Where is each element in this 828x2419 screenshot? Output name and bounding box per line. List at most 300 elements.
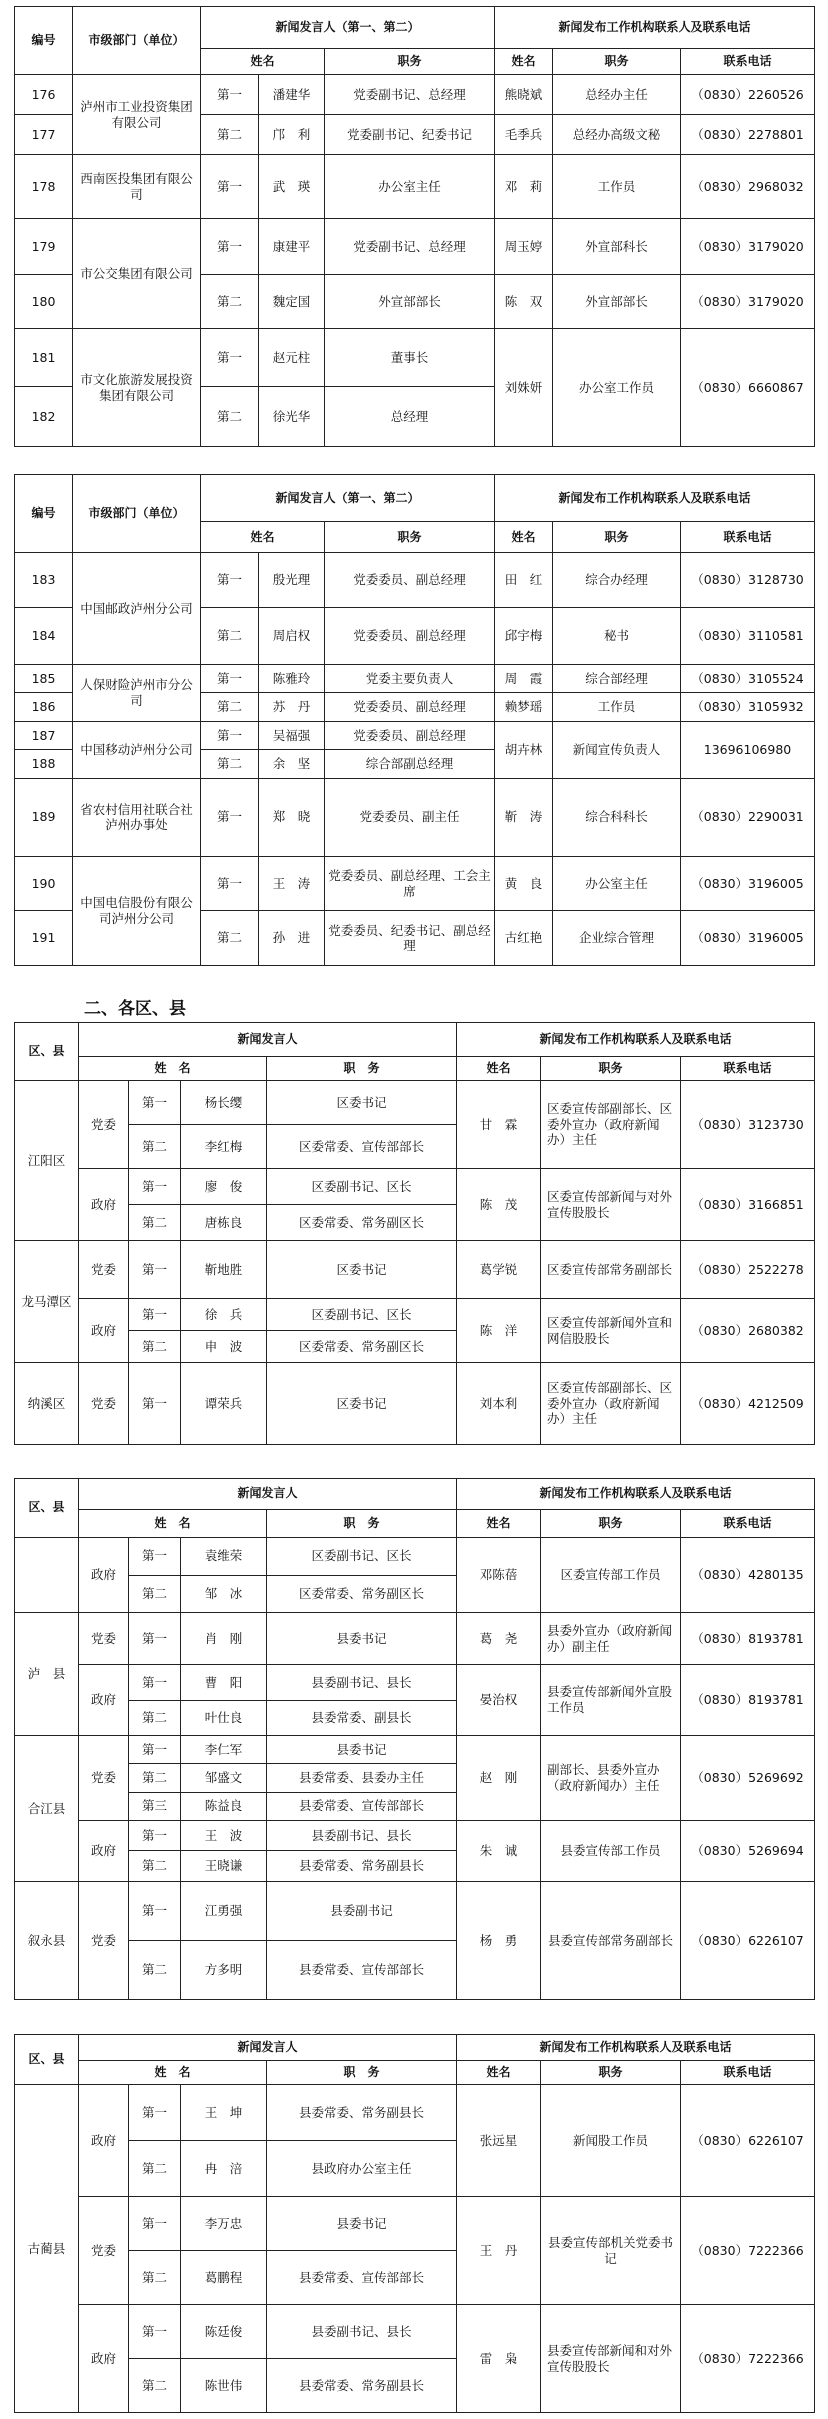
org-cell: 政府 (79, 2085, 129, 2197)
tel-cell: （0830）8193781 (681, 1665, 815, 1736)
order-cell: 第一 (129, 1241, 181, 1299)
table-row (15, 1882, 815, 1941)
post-cell: 县委书记 (267, 1735, 457, 1763)
tel-cell: （0830）7222366 (681, 2305, 815, 2413)
area-cell (15, 1537, 79, 1612)
name-cell: 方多明 (181, 1940, 267, 1999)
order-cell: 第二 (129, 2141, 181, 2197)
contact-name-cell: 邱宇梅 (495, 607, 553, 664)
table-districts-3 (14, 2034, 814, 2412)
table-row (15, 1299, 815, 1331)
table-districts-2 (14, 1478, 814, 2000)
name-cell: 康建平 (259, 219, 325, 275)
contact-post-cell: 秘书 (553, 607, 681, 664)
order-cell: 第一 (129, 1081, 181, 1125)
order-cell: 第二 (201, 607, 259, 664)
table-city-units-2 (14, 474, 814, 966)
post-cell: 县委副书记 (267, 1882, 457, 1941)
tel-cell: （0830）3196005 (681, 911, 815, 966)
header-spokesperson: 新闻发言人 (79, 1023, 457, 1057)
tel-cell: （0830）3179020 (681, 275, 815, 329)
row-no: 177 (15, 115, 73, 155)
header-contact-post: 职务 (541, 2061, 681, 2085)
header-dept: 市级部门（单位） (73, 475, 201, 553)
tel-cell: （0830）6226107 (681, 1882, 815, 2000)
post-cell: 总经理 (325, 387, 495, 447)
name-cell: 武 瑛 (259, 155, 325, 219)
post-cell: 区委书记 (267, 1081, 457, 1125)
header-contact-post: 职务 (553, 522, 681, 553)
dept-cell: 省农村信用社联合社泸州办事处 (73, 778, 201, 856)
tel-cell: （0830）6660867 (681, 329, 815, 447)
tel-cell: （0830）6226107 (681, 2085, 815, 2197)
row-no: 188 (15, 750, 73, 778)
contact-post-cell: 办公室主任 (553, 856, 681, 911)
order-cell: 第二 (129, 1764, 181, 1792)
header-tel: 联系电话 (681, 49, 815, 75)
header-spokesperson: 新闻发言人（第一、第二） (201, 475, 495, 522)
post-cell: 区委常委、宣传部部长 (267, 1125, 457, 1169)
org-cell: 党委 (79, 2197, 129, 2305)
contact-name-cell: 陈 茂 (457, 1169, 541, 1241)
contact-post-cell: 区委宣传部常务副部长 (541, 1241, 681, 1299)
order-cell: 第一 (201, 155, 259, 219)
name-cell: 徐光华 (259, 387, 325, 447)
name-cell: 申 波 (181, 1331, 267, 1363)
area-cell: 叙永县 (15, 1882, 79, 2000)
header-no: 编号 (15, 7, 73, 75)
header-tel: 联系电话 (681, 1509, 815, 1537)
tel-cell: （0830）2968032 (681, 155, 815, 219)
name-cell: 冉 涪 (181, 2141, 267, 2197)
org-cell: 党委 (79, 1882, 129, 2000)
order-cell: 第一 (129, 2305, 181, 2359)
order-cell: 第二 (129, 1575, 181, 1613)
header-area: 区、县 (15, 1479, 79, 1538)
row-no: 184 (15, 607, 73, 664)
header-contact-post: 职务 (541, 1509, 681, 1537)
row-no: 178 (15, 155, 73, 219)
name-cell: 吴福强 (259, 721, 325, 749)
post-cell: 县委副书记、县长 (267, 1820, 457, 1851)
contact-post-cell: 县委宣传部新闻外宣股工作员 (541, 1665, 681, 1736)
contact-name-cell: 熊晓斌 (495, 75, 553, 115)
order-cell: 第一 (129, 1820, 181, 1851)
order-cell: 第二 (201, 750, 259, 778)
order-cell: 第一 (201, 219, 259, 275)
org-cell: 政府 (79, 1665, 129, 1736)
header-name: 姓名 (201, 49, 325, 75)
row-no: 185 (15, 664, 73, 692)
name-cell: 葛鹏程 (181, 2251, 267, 2305)
name-cell: 廖 俊 (181, 1169, 267, 1205)
contact-name-cell: 刘姝妍 (495, 329, 553, 447)
order-cell: 第一 (201, 664, 259, 692)
header-dept: 市级部门（单位） (73, 7, 201, 75)
post-cell: 区委副书记、区长 (267, 1169, 457, 1205)
name-cell: 曹 阳 (181, 1665, 267, 1700)
header-contact-post: 职务 (541, 1057, 681, 1081)
org-cell: 政府 (79, 1169, 129, 1241)
post-cell: 区委副书记、区长 (267, 1299, 457, 1331)
contact-post-cell: 区委宣传部副部长、区委外宣办（政府新闻办）主任 (541, 1363, 681, 1445)
header-contact-post: 职务 (553, 49, 681, 75)
header-tel: 联系电话 (681, 1057, 815, 1081)
header-tel: 联系电话 (681, 2061, 815, 2085)
order-cell: 第三 (129, 1792, 181, 1820)
org-cell: 政府 (79, 1537, 129, 1612)
contact-name-cell: 古红艳 (495, 911, 553, 966)
order-cell: 第一 (201, 721, 259, 749)
contact-name-cell: 王 丹 (457, 2197, 541, 2305)
contact-name-cell: 赖梦瑶 (495, 693, 553, 721)
header-contact: 新闻发布工作机构联系人及联系电话 (495, 475, 815, 522)
order-cell: 第二 (201, 115, 259, 155)
order-cell: 第一 (201, 778, 259, 856)
name-cell: 李万忠 (181, 2197, 267, 2251)
row-no: 191 (15, 911, 73, 966)
order-cell: 第二 (129, 1205, 181, 1241)
contact-post-cell: 综合科科长 (553, 778, 681, 856)
row-no: 181 (15, 329, 73, 387)
contact-name-cell: 葛 尧 (457, 1613, 541, 1665)
contact-name-cell: 靳 涛 (495, 778, 553, 856)
contact-post-cell: 新闻宣传负责人 (553, 721, 681, 778)
org-cell: 党委 (79, 1363, 129, 1445)
area-cell: 纳溪区 (15, 1363, 79, 1445)
org-cell: 政府 (79, 1820, 129, 1881)
header-area: 区、县 (15, 1023, 79, 1081)
contact-post-cell: 综合办经理 (553, 553, 681, 608)
table-row (15, 1081, 815, 1125)
name-cell: 杨长缨 (181, 1081, 267, 1125)
header-name: 姓名 (201, 522, 325, 553)
table-row (15, 856, 815, 911)
post-cell: 党委副书记、纪委书记 (325, 115, 495, 155)
order-cell: 第一 (201, 553, 259, 608)
contact-name-cell: 田 红 (495, 553, 553, 608)
contact-name-cell: 雷 枭 (457, 2305, 541, 2413)
contact-post-cell: 区委宣传部新闻外宣和网信股股长 (541, 1299, 681, 1363)
contact-post-cell: 新闻股工作员 (541, 2085, 681, 2197)
header-area: 区、县 (15, 2035, 79, 2085)
header-tel: 联系电话 (681, 522, 815, 553)
tel-cell: （0830）5269694 (681, 1820, 815, 1881)
name-cell: 叶仕良 (181, 1700, 267, 1735)
contact-name-cell: 毛季兵 (495, 115, 553, 155)
post-cell: 县委常委、宣传部部长 (267, 1792, 457, 1820)
name-cell: 江勇强 (181, 1882, 267, 1941)
row-no: 182 (15, 387, 73, 447)
post-cell: 综合部副总经理 (325, 750, 495, 778)
post-cell: 区委书记 (267, 1241, 457, 1299)
post-cell: 党委委员、纪委书记、副总经理 (325, 911, 495, 966)
org-cell: 党委 (79, 1735, 129, 1820)
order-cell: 第一 (129, 1613, 181, 1665)
contact-post-cell: 办公室工作员 (553, 329, 681, 447)
contact-post-cell: 工作员 (553, 693, 681, 721)
order-cell: 第二 (129, 1125, 181, 1169)
name-cell: 周启权 (259, 607, 325, 664)
contact-post-cell: 县委宣传部工作员 (541, 1820, 681, 1881)
header-post: 职 务 (267, 1509, 457, 1537)
tel-cell: （0830）3179020 (681, 219, 815, 275)
name-cell: 赵元柱 (259, 329, 325, 387)
order-cell: 第二 (129, 1700, 181, 1735)
dept-cell: 中国移动泸州分公司 (73, 721, 201, 778)
post-cell: 董事长 (325, 329, 495, 387)
order-cell: 第二 (129, 1851, 181, 1882)
contact-post-cell: 外宣部部长 (553, 275, 681, 329)
table-row (15, 1241, 815, 1299)
name-cell: 苏 丹 (259, 693, 325, 721)
post-cell: 县委副书记、县长 (267, 2305, 457, 2359)
contact-name-cell: 黄 良 (495, 856, 553, 911)
order-cell: 第一 (129, 1169, 181, 1205)
order-cell: 第一 (129, 1537, 181, 1575)
order-cell: 第一 (129, 1363, 181, 1445)
post-cell: 区委副书记、区长 (267, 1537, 457, 1575)
dept-cell: 中国邮政泸州分公司 (73, 553, 201, 664)
table-city-units-1 (14, 6, 814, 446)
tel-cell: （0830）3105524 (681, 664, 815, 692)
header-post: 职务 (325, 49, 495, 75)
table-row (15, 664, 815, 692)
post-cell: 党委委员、副主任 (325, 778, 495, 856)
row-no: 187 (15, 721, 73, 749)
name-cell: 陈雅玲 (259, 664, 325, 692)
contact-name-cell: 葛学锐 (457, 1241, 541, 1299)
header-name: 姓 名 (79, 1509, 267, 1537)
tel-cell: （0830）7222366 (681, 2197, 815, 2305)
post-cell: 县委常委、宣传部部长 (267, 2251, 457, 2305)
org-cell: 政府 (79, 1299, 129, 1363)
table-row (15, 778, 815, 856)
tel-cell: （0830）3110581 (681, 607, 815, 664)
header-contact-name: 姓名 (457, 1057, 541, 1081)
section-title: 二、各区、县 (84, 999, 186, 1019)
table-row (15, 2305, 815, 2359)
contact-post-cell: 总经办高级文秘 (553, 115, 681, 155)
name-cell: 郑 晓 (259, 778, 325, 856)
contact-post-cell: 副部长、县委外宣办（政府新闻办）主任 (541, 1735, 681, 1820)
header-contact: 新闻发布工作机构联系人及联系电话 (457, 1479, 815, 1510)
header-contact: 新闻发布工作机构联系人及联系电话 (495, 7, 815, 49)
name-cell: 肖 刚 (181, 1613, 267, 1665)
name-cell: 袁维荣 (181, 1537, 267, 1575)
area-cell: 泸 县 (15, 1613, 79, 1736)
tel-cell: （0830）4280135 (681, 1537, 815, 1612)
table-row (15, 2197, 815, 2251)
name-cell: 殷光理 (259, 553, 325, 608)
header-contact: 新闻发布工作机构联系人及联系电话 (457, 2035, 815, 2061)
row-no: 186 (15, 693, 73, 721)
org-cell: 党委 (79, 1081, 129, 1169)
contact-name-cell: 朱 诚 (457, 1820, 541, 1881)
area-cell: 古蔺县 (15, 2085, 79, 2413)
post-cell: 县委常委、常务副县长 (267, 2359, 457, 2413)
name-cell: 魏定国 (259, 275, 325, 329)
contact-post-cell: 县委宣传部常务副部长 (541, 1882, 681, 2000)
post-cell: 区委书记 (267, 1363, 457, 1445)
header-contact: 新闻发布工作机构联系人及联系电话 (457, 1023, 815, 1057)
table-row (15, 329, 815, 387)
row-no: 180 (15, 275, 73, 329)
post-cell: 办公室主任 (325, 155, 495, 219)
contact-name-cell: 杨 勇 (457, 1882, 541, 2000)
table-row (15, 1169, 815, 1205)
order-cell: 第二 (201, 387, 259, 447)
tel-cell: （0830）2522278 (681, 1241, 815, 1299)
contact-name-cell: 周 霞 (495, 664, 553, 692)
dept-cell: 泸州市工业投资集团有限公司 (73, 75, 201, 155)
name-cell: 靳地胜 (181, 1241, 267, 1299)
post-cell: 县委副书记、县长 (267, 1665, 457, 1700)
tel-cell: （0830）3128730 (681, 553, 815, 608)
name-cell: 邹盛文 (181, 1764, 267, 1792)
post-cell: 县委书记 (267, 1613, 457, 1665)
contact-name-cell: 邓陈蓓 (457, 1537, 541, 1612)
contact-post-cell: 工作员 (553, 155, 681, 219)
order-cell: 第一 (129, 1882, 181, 1941)
tel-cell: （0830）2260526 (681, 75, 815, 115)
tel-cell: （0830）3123730 (681, 1081, 815, 1169)
post-cell: 党委委员、副总经理 (325, 607, 495, 664)
table-row (15, 219, 815, 275)
name-cell: 王晓谦 (181, 1851, 267, 1882)
header-name: 姓 名 (79, 1057, 267, 1081)
contact-name-cell: 刘本利 (457, 1363, 541, 1445)
contact-name-cell: 晏治权 (457, 1665, 541, 1736)
table-row (15, 75, 815, 115)
post-cell: 县委常委、宣传部部长 (267, 1940, 457, 1999)
area-cell: 江阳区 (15, 1081, 79, 1241)
order-cell: 第一 (129, 2197, 181, 2251)
row-no: 183 (15, 553, 73, 608)
table-row (15, 155, 815, 219)
contact-name-cell: 陈 双 (495, 275, 553, 329)
tel-cell: （0830）5269692 (681, 1735, 815, 1820)
table-row (15, 1665, 815, 1700)
contact-name-cell: 甘 霖 (457, 1081, 541, 1169)
org-cell: 党委 (79, 1241, 129, 1299)
order-cell: 第二 (129, 2359, 181, 2413)
header-name: 姓 名 (79, 2061, 267, 2085)
post-cell: 县委书记 (267, 2197, 457, 2251)
order-cell: 第一 (129, 2085, 181, 2141)
contact-post-cell: 区委宣传部工作员 (541, 1537, 681, 1612)
name-cell: 王 波 (181, 1820, 267, 1851)
name-cell: 陈廷俊 (181, 2305, 267, 2359)
name-cell: 邹 冰 (181, 1575, 267, 1613)
order-cell: 第二 (129, 1940, 181, 1999)
org-cell: 政府 (79, 2305, 129, 2413)
contact-post-cell: 县委外宣办（政府新闻办）副主任 (541, 1613, 681, 1665)
row-no: 176 (15, 75, 73, 115)
tel-cell: （0830）8193781 (681, 1613, 815, 1665)
header-post: 职 务 (267, 2061, 457, 2085)
post-cell: 党委副书记、总经理 (325, 75, 495, 115)
post-cell: 党委委员、副总经理 (325, 553, 495, 608)
area-cell: 龙马潭区 (15, 1241, 79, 1363)
order-cell: 第二 (201, 911, 259, 966)
name-cell: 唐栋良 (181, 1205, 267, 1241)
post-cell: 党委委员、副总经理 (325, 721, 495, 749)
order-cell: 第一 (201, 329, 259, 387)
table-row (15, 1613, 815, 1665)
row-no: 179 (15, 219, 73, 275)
contact-name-cell: 胡卉林 (495, 721, 553, 778)
order-cell: 第二 (201, 275, 259, 329)
contact-name-cell: 邓 莉 (495, 155, 553, 219)
order-cell: 第一 (201, 75, 259, 115)
tel-cell: （0830）3196005 (681, 856, 815, 911)
contact-post-cell: 企业综合管理 (553, 911, 681, 966)
name-cell: 王 坤 (181, 2085, 267, 2141)
row-no: 189 (15, 778, 73, 856)
order-cell: 第二 (129, 2251, 181, 2305)
post-cell: 外宣部部长 (325, 275, 495, 329)
table-districts-1 (14, 1022, 814, 1444)
order-cell: 第一 (129, 1665, 181, 1700)
header-no: 编号 (15, 475, 73, 553)
post-cell: 区委常委、常务副区长 (267, 1575, 457, 1613)
post-cell: 县委常委、县委办主任 (267, 1764, 457, 1792)
table-row (15, 1735, 815, 1763)
contact-name-cell: 周玉婷 (495, 219, 553, 275)
name-cell: 邝 利 (259, 115, 325, 155)
table-row (15, 721, 815, 749)
post-cell: 党委委员、副总经理、工会主席 (325, 856, 495, 911)
name-cell: 孙 进 (259, 911, 325, 966)
post-cell: 县政府办公室主任 (267, 2141, 457, 2197)
header-post: 职务 (325, 522, 495, 553)
table-row (15, 553, 815, 608)
contact-name-cell: 赵 刚 (457, 1735, 541, 1820)
contact-post-cell: 区委宣传部副部长、区委外宣办（政府新闻办）主任 (541, 1081, 681, 1169)
name-cell: 李红梅 (181, 1125, 267, 1169)
area-cell: 合江县 (15, 1735, 79, 1881)
tel-cell: 13696106980 (681, 721, 815, 778)
post-cell: 县委常委、副县长 (267, 1700, 457, 1735)
name-cell: 潘建华 (259, 75, 325, 115)
contact-name-cell: 张远星 (457, 2085, 541, 2197)
order-cell: 第一 (201, 856, 259, 911)
dept-cell: 市公交集团有限公司 (73, 219, 201, 329)
dept-cell: 西南医投集团有限公司 (73, 155, 201, 219)
tel-cell: （0830）2290031 (681, 778, 815, 856)
table-row (15, 1537, 815, 1575)
header-post: 职 务 (267, 1057, 457, 1081)
order-cell: 第二 (129, 1331, 181, 1363)
post-cell: 县委常委、常务副县长 (267, 2085, 457, 2141)
dept-cell: 市文化旅游发展投资集团有限公司 (73, 329, 201, 447)
row-no: 190 (15, 856, 73, 911)
header-spokesperson: 新闻发言人（第一、第二） (201, 7, 495, 49)
name-cell: 陈益良 (181, 1792, 267, 1820)
org-cell: 党委 (79, 1613, 129, 1665)
name-cell: 谭荣兵 (181, 1363, 267, 1445)
contact-post-cell: 外宣部科长 (553, 219, 681, 275)
table-row (15, 1363, 815, 1445)
header-spokesperson: 新闻发言人 (79, 2035, 457, 2061)
contact-post-cell: 综合部经理 (553, 664, 681, 692)
name-cell: 李仁军 (181, 1735, 267, 1763)
contact-post-cell: 县委宣传部机关党委书记 (541, 2197, 681, 2305)
name-cell: 陈世伟 (181, 2359, 267, 2413)
post-cell: 党委主要负责人 (325, 664, 495, 692)
tel-cell: （0830）3105932 (681, 693, 815, 721)
